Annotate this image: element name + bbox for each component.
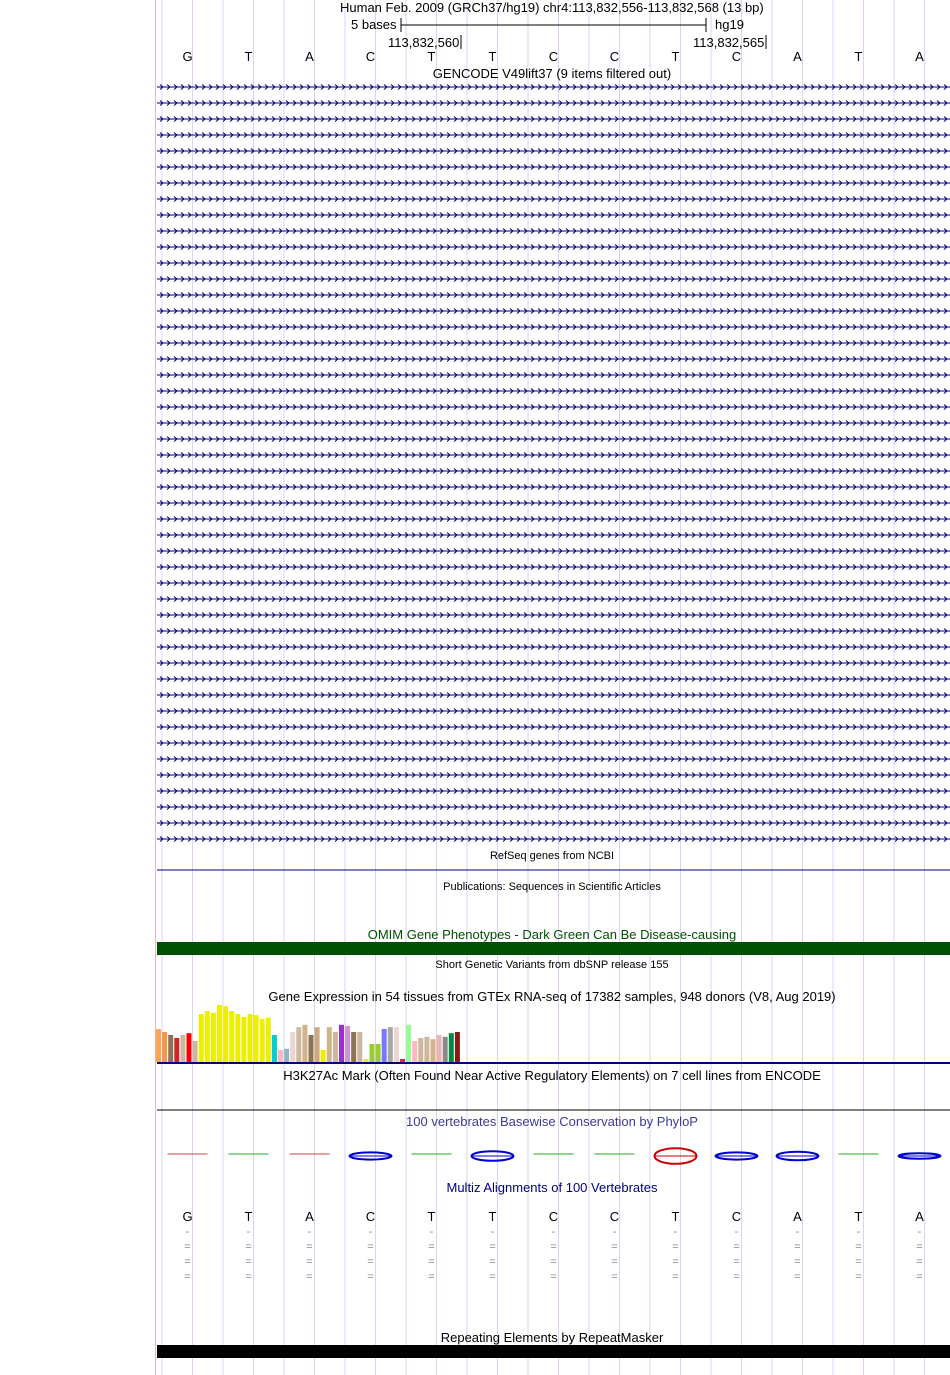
alignment-base: - — [734, 1226, 739, 1238]
gtex-tissue-bar — [229, 1011, 234, 1062]
alignment-base: = — [428, 1271, 435, 1283]
alignment-base: A — [305, 1209, 314, 1224]
h3k27ac-title[interactable]: H3K27Ac Mark (Often Found Near Active Regulatory Elements) on 7 cell lines from ENCODE — [283, 1068, 821, 1083]
alignment-base: - — [490, 1226, 495, 1238]
alignment-base: T — [854, 1209, 863, 1224]
alignment-base: = — [550, 1256, 557, 1268]
alignment-base: = — [428, 1256, 435, 1268]
gtex-title[interactable]: Gene Expression in 54 tissues from GTEx RNA-seq of 17382 samples, 948 donors (V8, Aug 2019) — [268, 989, 836, 1004]
alignment-base: = — [733, 1241, 740, 1253]
alignment-base: = — [367, 1271, 374, 1283]
alignment-base: - — [856, 1226, 861, 1238]
gtex-tissue-bar — [223, 1006, 228, 1062]
guideline-grid — [162, 0, 925, 1375]
gtex-bar-chart — [156, 1005, 460, 1062]
phylop-score-mark — [777, 1152, 819, 1160]
alignment-base: = — [733, 1271, 740, 1283]
gtex-tissue-bar — [357, 1032, 362, 1062]
phylop-score-mark — [655, 1148, 697, 1164]
alignment-base: = — [367, 1241, 374, 1253]
gtex-tissue-bar — [370, 1044, 375, 1062]
alignment-base: = — [794, 1271, 801, 1283]
alignment-base: = — [184, 1241, 191, 1253]
gtex-tissue-bar — [156, 1029, 161, 1062]
alignment-base: = — [916, 1271, 923, 1283]
coord-right: 113,832,565 — [693, 35, 765, 50]
alignment-base: - — [795, 1226, 800, 1238]
gtex-tissue-bar — [260, 1019, 265, 1062]
alignment-base: C — [731, 1209, 742, 1224]
alignment-base: = — [245, 1241, 252, 1253]
gtex-tissue-bar — [321, 1050, 326, 1062]
gtex-tissue-bar — [248, 1014, 253, 1062]
gtex-tissue-bar — [309, 1035, 314, 1062]
alignment-base: G — [182, 1209, 193, 1224]
gtex-tissue-bar — [394, 1027, 399, 1062]
gtex-tissue-bar — [266, 1018, 271, 1062]
alignment-base: - — [185, 1226, 190, 1238]
gtex-tissue-bar — [363, 1059, 368, 1062]
alignment-base: T — [671, 1209, 680, 1224]
gtex-tissue-bar — [388, 1027, 393, 1062]
gtex-tissue-bar — [431, 1039, 436, 1062]
alignment-base: - — [368, 1226, 373, 1238]
base-letter: T — [854, 49, 863, 64]
base-letter: T — [427, 49, 436, 64]
base-letter: A — [305, 49, 314, 64]
alignment-base: = — [855, 1271, 862, 1283]
gtex-tissue-bar — [296, 1027, 301, 1062]
alignment-base: - — [673, 1226, 678, 1238]
base-letter: T — [244, 49, 253, 64]
base-letter: C — [548, 49, 559, 64]
gtex-tissue-bar — [443, 1037, 448, 1062]
gtex-tissue-bar — [187, 1033, 192, 1062]
gtex-tissue-bar — [168, 1035, 173, 1062]
alignment-base: = — [733, 1256, 740, 1268]
coord-left: 113,832,560 — [388, 35, 460, 50]
alignment-base: = — [672, 1271, 679, 1283]
gtex-tissue-bar — [339, 1025, 344, 1062]
gtex-tissue-bar — [449, 1033, 454, 1062]
gtex-tissue-bar — [376, 1044, 381, 1062]
alignment-base: = — [489, 1271, 496, 1283]
alignment-base: = — [428, 1241, 435, 1253]
alignment-base: = — [672, 1256, 679, 1268]
gtex-tissue-bar — [193, 1041, 198, 1062]
dbsnp-title[interactable]: Short Genetic Variants from dbSNP release 155 — [435, 959, 669, 971]
gtex-tissue-bar — [217, 1005, 222, 1062]
gtex-tissue-bar — [284, 1049, 289, 1062]
gtex-tissue-bar — [199, 1014, 204, 1062]
gtex-tissue-bar — [235, 1014, 240, 1062]
base-letter: A — [793, 49, 802, 64]
phylop-score-mark — [472, 1151, 514, 1161]
alignment-base: = — [611, 1256, 618, 1268]
alignment-base: A — [915, 1209, 924, 1224]
omim-bar — [157, 942, 950, 955]
gtex-tissue-bar — [290, 1032, 295, 1062]
alignment-base: C — [365, 1209, 376, 1224]
alignment-base: = — [184, 1271, 191, 1283]
alignment-base: = — [184, 1256, 191, 1268]
alignment-base: - — [612, 1226, 617, 1238]
alignment-base: = — [855, 1256, 862, 1268]
base-letter: T — [671, 49, 680, 64]
alignment-base: = — [794, 1256, 801, 1268]
gtex-tissue-bar — [174, 1038, 179, 1062]
gtex-tissue-bar — [400, 1059, 405, 1062]
gtex-tissue-bar — [382, 1029, 387, 1062]
gtex-tissue-bar — [302, 1025, 307, 1062]
base-letter: G — [182, 49, 193, 64]
gtex-tissue-bar — [418, 1038, 423, 1062]
gtex-tissue-bar — [327, 1027, 332, 1062]
alignment-base: C — [609, 1209, 620, 1224]
gtex-tissue-bar — [180, 1035, 185, 1062]
gtex-tissue-bar — [345, 1026, 350, 1062]
omim-title[interactable]: OMIM Gene Phenotypes - Dark Green Can Be Disease-causing — [367, 927, 737, 942]
track-labels — [0, 0, 155, 1375]
gtex-tissue-bar — [205, 1011, 210, 1062]
alignment-base: = — [611, 1271, 618, 1283]
alignment-base: = — [916, 1256, 923, 1268]
gtex-tissue-bar — [333, 1032, 338, 1062]
gtex-tissue-bar — [437, 1035, 442, 1062]
alignment-base: A — [793, 1209, 802, 1224]
gtex-tissue-bar — [211, 1013, 216, 1062]
gtex-tissue-bar — [241, 1017, 246, 1062]
gencode-title[interactable]: GENCODE V49lift37 (9 items filtered out) — [432, 66, 672, 81]
alignment-base: T — [488, 1209, 497, 1224]
alignment-base: = — [306, 1256, 313, 1268]
alignment-base: - — [246, 1226, 251, 1238]
gtex-tissue-bar — [351, 1032, 356, 1062]
scale-text: 5 bases — [351, 17, 397, 32]
gtex-tissue-bar — [406, 1025, 411, 1062]
gtex-tissue-bar — [162, 1032, 167, 1062]
repeatmasker-title[interactable]: Repeating Elements by RepeatMasker — [440, 1330, 664, 1345]
alignment-base: = — [245, 1271, 252, 1283]
refseq-title[interactable]: RefSeq genes from NCBI — [489, 850, 615, 862]
alignment-base: = — [245, 1256, 252, 1268]
phylop-title[interactable]: 100 vertebrates Basewise Conservation by PhyloP — [406, 1114, 698, 1129]
multiz-title[interactable]: Multiz Alignments of 100 Vertebrates — [446, 1180, 658, 1195]
gtex-tissue-bar — [315, 1027, 320, 1062]
alignment-base: - — [551, 1226, 556, 1238]
gtex-tissue-bar — [412, 1041, 417, 1062]
base-letter: C — [731, 49, 742, 64]
gtex-tissue-bar — [278, 1050, 283, 1062]
gtex-tissue-bar — [254, 1015, 259, 1062]
repeatmasker-bar — [157, 1345, 950, 1358]
assembly-title: Human Feb. 2009 (GRCh37/hg19) chr4:113,832,556-113,832,568 (13 bp) — [340, 0, 764, 15]
alignment-base: T — [427, 1209, 436, 1224]
alignment-base: = — [306, 1241, 313, 1253]
scale-db: hg19 — [715, 17, 744, 32]
alignment-base: T — [244, 1209, 253, 1224]
publications-title[interactable]: Publications: Sequences in Scientific Articles — [443, 881, 661, 893]
phylop-score-mark — [350, 1152, 392, 1159]
phylop-track — [168, 1148, 941, 1164]
base-letter: C — [365, 49, 376, 64]
gencode-track — [157, 85, 950, 842]
alignment-base: = — [367, 1256, 374, 1268]
alignment-base: = — [550, 1241, 557, 1253]
alignment-base: - — [917, 1226, 922, 1238]
alignment-base: = — [794, 1241, 801, 1253]
gtex-tissue-bar — [272, 1035, 277, 1062]
alignment-base: = — [550, 1271, 557, 1283]
alignment-base: = — [916, 1241, 923, 1253]
alignment-base: = — [611, 1241, 618, 1253]
phylop-score-mark — [716, 1152, 758, 1159]
base-letter: A — [915, 49, 924, 64]
gtex-tissue-bar — [455, 1032, 460, 1062]
alignment-base: = — [489, 1241, 496, 1253]
base-letter: T — [488, 49, 497, 64]
alignment-base: - — [307, 1226, 312, 1238]
alignment-base: = — [855, 1241, 862, 1253]
alignment-base: = — [489, 1256, 496, 1268]
gtex-tissue-bar — [424, 1037, 429, 1062]
alignment-base: = — [306, 1271, 313, 1283]
alignment-base: C — [548, 1209, 559, 1224]
alignment-base: - — [429, 1226, 434, 1238]
phylop-score-mark — [899, 1153, 941, 1158]
alignment-base: = — [672, 1241, 679, 1253]
base-letter: C — [609, 49, 620, 64]
